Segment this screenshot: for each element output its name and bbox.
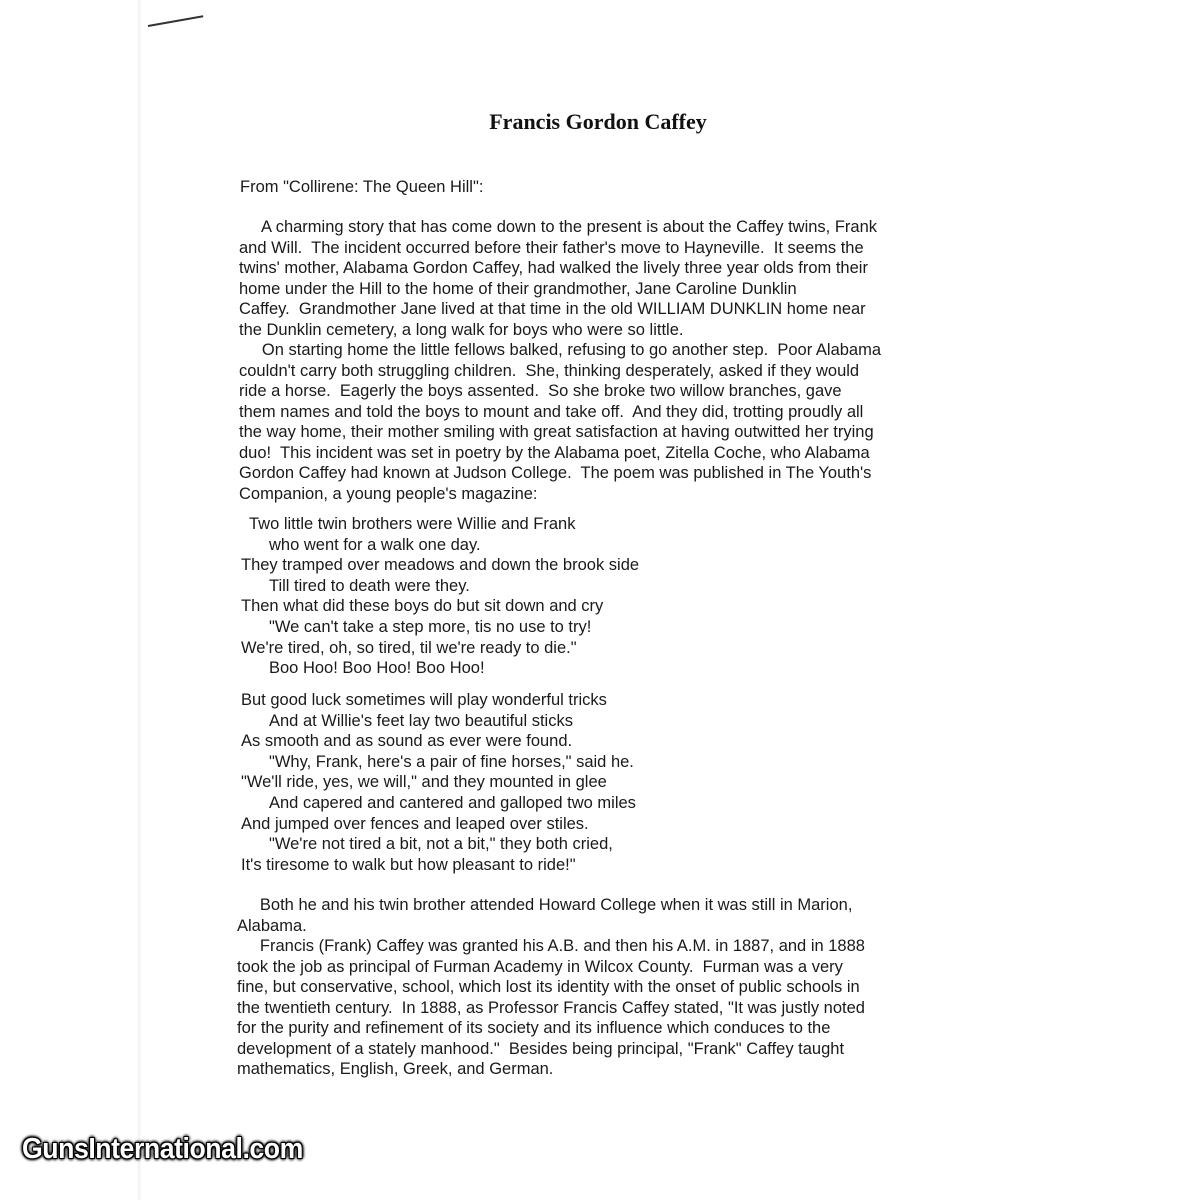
page-title: Francis Gordon Caffey xyxy=(489,109,707,134)
text-line: development of a stately manhood." Besides being principal, "Frank" Caffey taught xyxy=(237,1039,845,1058)
poem-line: "We'll ride, yes, we will," and they mounted in glee xyxy=(241,773,607,792)
poem-line: And at Willie's feet lay two beautiful sticks xyxy=(269,711,573,730)
text-line: Gordon Caffey had known at Judson College. The poem was published in The Youth's xyxy=(239,464,872,482)
poem-stanza-2 xyxy=(241,690,636,875)
poem-line: They tramped over meadows and down the brook side xyxy=(241,556,640,575)
poem-line: "Why, Frank, here's a pair of fine horses," said he. xyxy=(269,752,634,771)
text-line: duo! This incident was set in poetry by the Alabama poet, Zitella Coche, who Alabama xyxy=(239,443,870,462)
text-line: fine, but conservative, school, which lost its identity with the onset of public schools in xyxy=(237,978,860,996)
poem-line: "We're not tired a bit, not a bit," they both cried, xyxy=(269,835,613,854)
poem-line: Two little twin brothers were Willie and Frank xyxy=(249,515,576,533)
text-line: Companion, a young people's magazine: xyxy=(239,484,538,503)
paragraph-2 xyxy=(239,340,969,504)
text-line: them names and told the boys to mount and take off. And they did, trotting proudly all xyxy=(239,402,864,421)
paragraph-1 xyxy=(239,217,969,340)
paragraph-3 xyxy=(237,895,967,936)
poem-line: And jumped over fences and leaped over stiles. xyxy=(241,814,589,833)
text-line: the twentieth century. In 1888, as Professor Francis Caffey stated, "It was justly noted xyxy=(237,998,865,1017)
gunsinternational-logo: GunsInternational.com xyxy=(22,1133,303,1165)
poem-line: We're tired, oh, so tired, til we're ready to die." xyxy=(241,638,577,657)
text-line: the Dunklin cemetery, a long walk for boys who were so little. xyxy=(239,320,684,339)
text-line: Francis (Frank) Caffey was granted his A.B. and then his A.M. in 1887, and in 1888 xyxy=(237,937,865,955)
text-line: mathematics, English, Greek, and German. xyxy=(237,1060,554,1078)
text-line: the way home, their mother smiling with great satisfaction at having outwitted her trying xyxy=(239,423,874,441)
page-edge xyxy=(138,0,141,1200)
text-line: A charming story that has come down to the present is about the Caffey twins, Frank xyxy=(239,218,878,236)
text-line: couldn't carry both struggling children. She, thinking desperately, asked if they would xyxy=(239,361,860,380)
text-line: home under the Hill to the home of their grandmother, Jane Caroline Dunklin xyxy=(239,279,797,298)
poem-line: Till tired to death were they. xyxy=(269,576,470,595)
poem-line: And capered and cantered and galloped two miles xyxy=(269,793,636,812)
poem-line: Boo Hoo! Boo Hoo! Boo Hoo! xyxy=(269,659,485,678)
text-line: took the job as principal of Furman Academy in Wilcox County. Furman was a very xyxy=(237,957,843,976)
poem-line: But good luck sometimes will play wonderful tricks xyxy=(241,691,607,709)
text-line: and Will. The incident occurred before their father's move to Hayneville. It seems the xyxy=(239,238,864,257)
pen-mark xyxy=(148,15,203,27)
poem-line: "We can't take a step more, tis no use to try! xyxy=(269,617,592,636)
text-line: On starting home the little fellows balked, refusing to go another step. Poor Alabama xyxy=(239,341,882,359)
text-line: Both he and his twin brother attended Howard College when it was still in Marion, xyxy=(237,896,853,914)
text-line: twins' mother, Alabama Gordon Caffey, had walked the lively three year olds from their xyxy=(239,259,868,277)
source-line: From "Collirene: The Queen Hill": xyxy=(240,178,484,196)
poem-line: It's tiresome to walk but how pleasant to ride!" xyxy=(241,855,576,874)
paragraph-4 xyxy=(237,936,967,1080)
poem-line: As smooth and as sound as ever were found. xyxy=(241,732,573,751)
text-line: ride a horse. Eagerly the boys assented. So she broke two willow branches, gave xyxy=(239,382,842,400)
poem-stanza-1 xyxy=(241,514,639,679)
poem-line: who went for a walk one day. xyxy=(269,535,481,554)
text-line: Alabama. xyxy=(237,916,307,935)
text-line: for the purity and refinement of its society and its influence which conduces to the xyxy=(237,1019,831,1037)
text-line: Caffey. Grandmother Jane lived at that time in the old WILLIAM DUNKLIN home near xyxy=(239,300,866,318)
poem-line: Then what did these boys do but sit down and cry xyxy=(241,597,604,616)
